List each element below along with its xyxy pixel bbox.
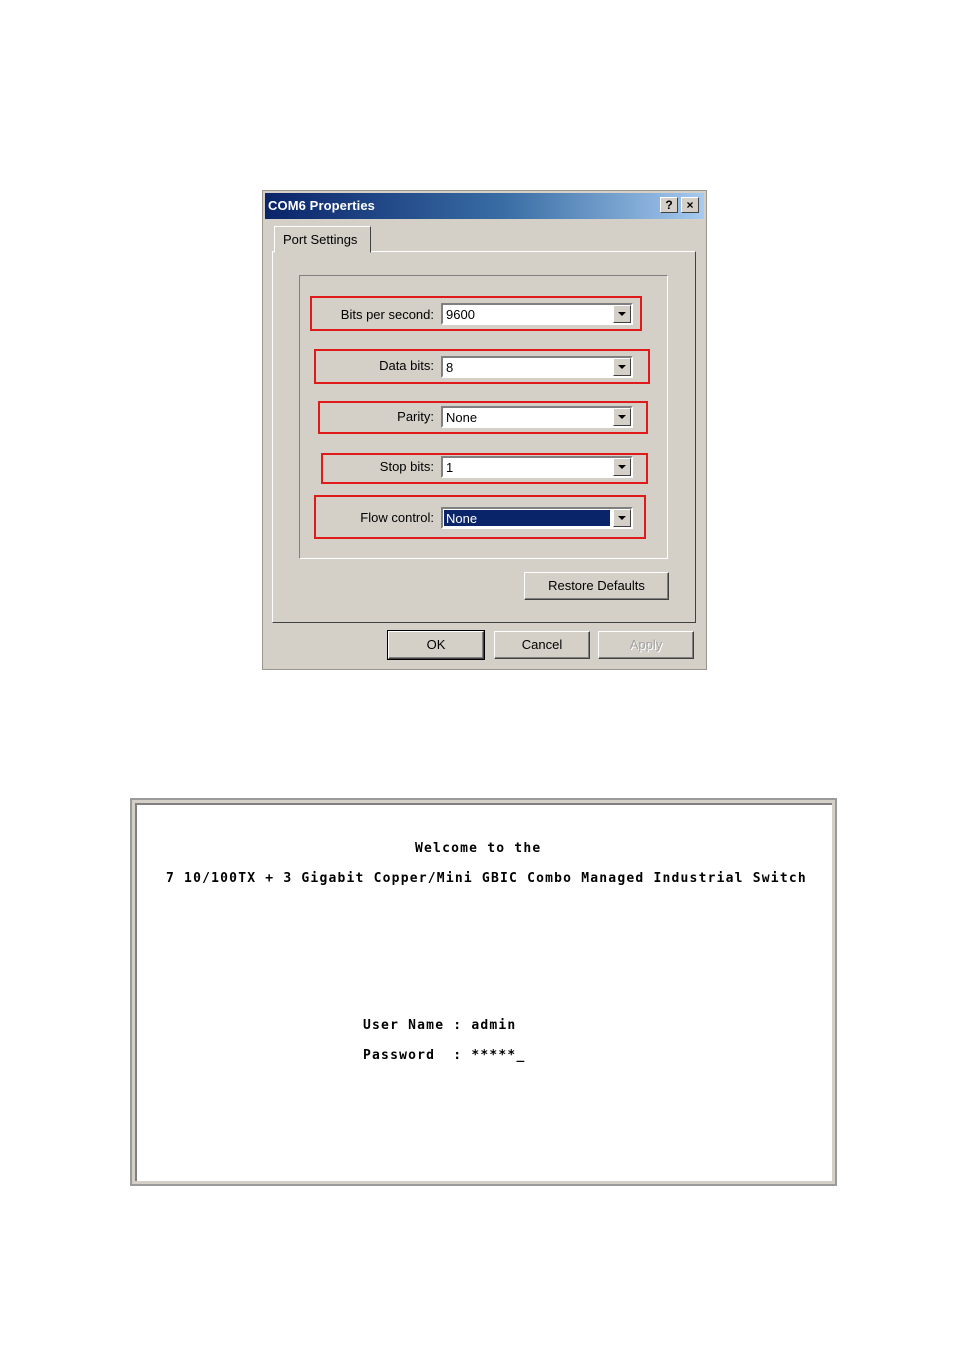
- chevron-down-icon[interactable]: [613, 305, 631, 323]
- stop-bits-value: 1: [446, 460, 454, 475]
- apply-button: Apply: [598, 631, 694, 659]
- bits-per-second-value: 9600: [446, 307, 475, 322]
- close-button[interactable]: ×: [681, 197, 699, 213]
- data-bits-value: 8: [446, 360, 454, 375]
- restore-defaults-button[interactable]: Restore Defaults: [524, 572, 669, 600]
- stop-bits-select[interactable]: [441, 456, 633, 478]
- product-name: 7 10/100TX + 3 Gigabit Copper/Mini GBIC Combo Managed Industrial Switch: [166, 871, 807, 886]
- help-button[interactable]: ?: [660, 197, 678, 213]
- chevron-down-icon[interactable]: [613, 458, 631, 476]
- flow-control-label: Flow control:: [360, 510, 434, 525]
- parity-value: None: [446, 410, 478, 425]
- chevron-down-icon[interactable]: [613, 509, 631, 527]
- bits-per-second-label: Bits per second:: [340, 307, 434, 322]
- bits-per-second-select[interactable]: [441, 303, 633, 325]
- data-bits-label: Data bits:: [379, 358, 434, 373]
- data-bits-select[interactable]: [441, 356, 633, 378]
- parity-select[interactable]: [441, 406, 633, 428]
- dialog-title: COM6 Properties: [268, 198, 375, 213]
- flow-control-select[interactable]: [441, 507, 633, 529]
- dialog-titlebar: [265, 193, 704, 219]
- ok-button[interactable]: OK: [388, 631, 484, 659]
- password-line[interactable]: Password : *****_: [363, 1048, 526, 1063]
- chevron-down-icon[interactable]: [613, 408, 631, 426]
- stop-bits-label: Stop bits:: [379, 459, 434, 474]
- terminal-window: [130, 798, 837, 1186]
- welcome-text: Welcome to the: [415, 841, 542, 856]
- chevron-down-icon[interactable]: [613, 358, 631, 376]
- cancel-button[interactable]: Cancel: [494, 631, 590, 659]
- flow-control-value: None: [444, 510, 610, 526]
- tab-port-settings[interactable]: [274, 226, 371, 253]
- username-line[interactable]: User Name : admin: [363, 1018, 517, 1033]
- tab-port-settings-label: Port Settings: [283, 232, 358, 247]
- parity-label: Parity:: [397, 409, 434, 424]
